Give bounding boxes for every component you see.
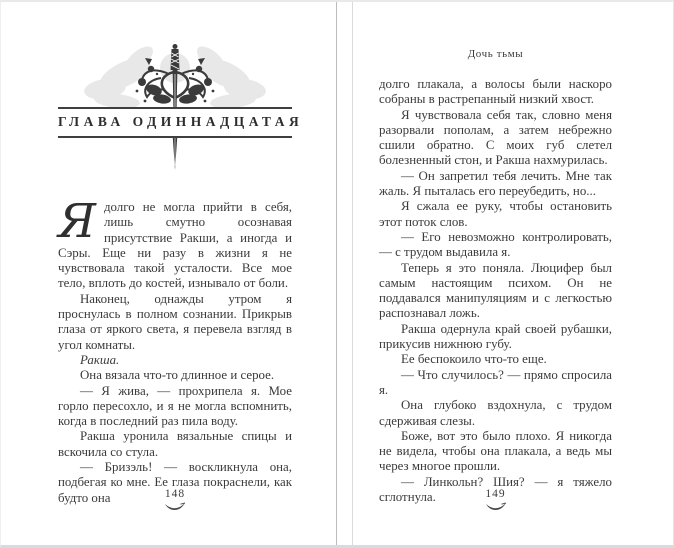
paragraph: — Я жива, — прохрипела я. Мое горло пересохло, и я не могла вспомнить, когда в последний раз пила воду. bbox=[58, 383, 292, 429]
chapter-title: ГЛАВА ОДИННАДЦАТАЯ bbox=[58, 107, 292, 138]
paragraph: Я сжала ее руку, чтобы остановить этот поток слов. bbox=[379, 199, 612, 229]
paragraph: Я чувствовала себя так, словно меня разорвали пополам, а затем небрежно сшили обратно. С моих губ слетел болезненный стон, и Ракша нахмурилась. bbox=[379, 107, 612, 168]
drop-cap: Я bbox=[58, 194, 96, 249]
left-page-body bbox=[58, 194, 292, 506]
paragraph: — Бризэль! — воскликнула она, подбегая ко мне. Ее глаза покраснели, как будто она bbox=[58, 460, 292, 505]
left-page[interactable] bbox=[1, 2, 337, 545]
sword-emblem-icon bbox=[65, 44, 285, 107]
page-ornament-icon bbox=[485, 502, 507, 512]
paragraph: Ядолго не могла прийти в себя, лишь смутно осознавая присутствие Ракши, а иногда и Сэры. Еще ни разу в жизни я не чувствовала такой усталости. Все мое тело, вплоть до костей, изнывало от боли. bbox=[58, 194, 292, 291]
paragraph: — Что случилось? — прямо спросила я. bbox=[379, 367, 612, 397]
right-page[interactable] bbox=[352, 2, 673, 545]
paragraph: Она глубоко вздохнула, с трудом сдерживая слезы. bbox=[379, 398, 612, 428]
paragraph: Теперь я это поняла. Люцифер был самым настоящим психом. Он не поддавался манипуляциям и с легкостью распознавал ложь. bbox=[379, 260, 612, 321]
paragraph: — Он запретил тебя лечить. Мне так жаль. Я пыталась его переубедить, но... bbox=[379, 168, 612, 199]
paragraph: Ракша уронила вязальные спицы и вскочила со стула. bbox=[58, 429, 292, 459]
page-ornament-icon bbox=[164, 502, 186, 512]
left-page-footer bbox=[58, 488, 292, 512]
running-head: Дочь тьмы bbox=[467, 48, 524, 60]
right-page-footer bbox=[379, 488, 612, 512]
paragraph: Наконец, однажды утром я проснулась в полном сознании. Прикрыв глаза от яркого света, я перевела взгляд в угол комнаты. bbox=[58, 291, 292, 352]
paragraph: долго плакала, а волосы были наскоро собраны в растрепанный низкий хвост. bbox=[379, 77, 612, 107]
paragraph: Ее беспокоило что-то еще. bbox=[401, 352, 547, 367]
paragraph: Ракша. bbox=[80, 352, 120, 367]
page-number: 149 bbox=[485, 488, 506, 500]
sword-blade-tip-icon bbox=[170, 138, 180, 171]
paragraph: Боже, вот это было плохо. Я никогда не видела, чтобы она плакала, а ведь мы через многое прошли. bbox=[379, 428, 612, 474]
paragraph: Ракша одернула край своей рубашки, прикусив нижнюю губу. bbox=[379, 321, 612, 352]
chapter-header bbox=[58, 44, 304, 171]
page-number: 148 bbox=[164, 488, 186, 500]
paragraph: — Его невозможно контролировать, — с трудом выдавила я. bbox=[379, 229, 612, 260]
paragraph: — Линкольн? Шия? — я тяжело сглотнула. bbox=[379, 474, 612, 505]
paragraph: Она вязала что-то длинное и серое. bbox=[80, 368, 275, 383]
right-page-body bbox=[379, 77, 612, 505]
